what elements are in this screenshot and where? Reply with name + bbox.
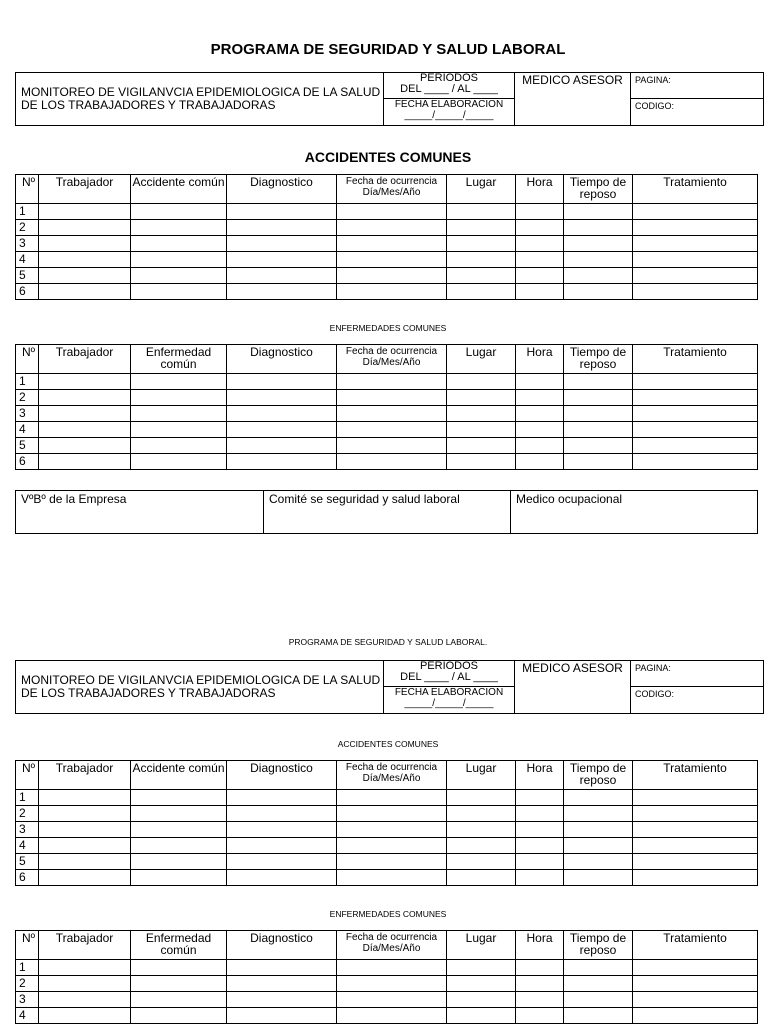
cell[interactable] — [131, 960, 227, 976]
cell[interactable] — [447, 422, 516, 438]
accidents-table — [15, 174, 758, 300]
diseases-title: ENFERMEDADES COMUNES — [329, 323, 447, 333]
col-header-accidente: Accidente común — [131, 761, 227, 790]
cell[interactable] — [564, 976, 633, 992]
col-header-hora: Hora — [516, 761, 564, 790]
cell[interactable] — [516, 1008, 564, 1024]
table-row — [16, 822, 758, 838]
cell[interactable] — [131, 252, 227, 268]
col-header-lugar: Lugar — [447, 345, 516, 374]
row-number: 6 — [16, 454, 39, 470]
fecha-elaboracion-cell — [384, 99, 515, 126]
cell[interactable] — [516, 390, 564, 406]
cell[interactable] — [39, 854, 131, 870]
cell[interactable] — [337, 406, 447, 422]
cell[interactable] — [447, 204, 516, 220]
cell[interactable] — [39, 204, 131, 220]
cell[interactable] — [633, 422, 758, 438]
cell[interactable] — [131, 422, 227, 438]
cell[interactable] — [516, 806, 564, 822]
signature-empresa[interactable]: VºBº de la Empresa — [16, 491, 264, 534]
col-header-fecha: Fecha de ocurrencia Día/Mes/Año — [337, 345, 447, 374]
col-header-hora: Hora — [516, 175, 564, 204]
cell[interactable] — [633, 374, 758, 390]
accidents-title: ACCIDENTES COMUNES — [304, 149, 472, 165]
cell[interactable] — [131, 284, 227, 300]
cell[interactable] — [337, 806, 447, 822]
cell[interactable] — [633, 438, 758, 454]
table-row — [16, 204, 758, 220]
cell[interactable] — [447, 976, 516, 992]
cell[interactable] — [564, 204, 633, 220]
fecha-elaboracion-cell — [384, 687, 515, 714]
cell[interactable] — [131, 838, 227, 854]
cell[interactable] — [131, 992, 227, 1008]
page-title: PROGRAMA DE SEGURIDAD Y SALUD LABORAL — [210, 41, 566, 58]
cell[interactable] — [337, 960, 447, 976]
col-header-no: Nº — [16, 761, 39, 790]
cell[interactable] — [516, 960, 564, 976]
cell[interactable] — [227, 838, 337, 854]
cell[interactable] — [39, 1008, 131, 1024]
cell[interactable] — [516, 454, 564, 470]
cell[interactable] — [131, 438, 227, 454]
cell[interactable] — [564, 220, 633, 236]
cell[interactable] — [39, 838, 131, 854]
monitoring-title — [16, 661, 384, 714]
table-row — [16, 438, 758, 454]
cell[interactable] — [337, 790, 447, 806]
cell[interactable] — [337, 976, 447, 992]
cell[interactable] — [337, 1008, 447, 1024]
signature-medico[interactable]: Medico ocupacional — [511, 491, 758, 534]
cell[interactable] — [447, 960, 516, 976]
col-header-tratamiento: Tratamiento — [633, 345, 758, 374]
monitoring-line-1: MONITOREO DE VIGILANVCIA EPIDEMIOLOGICA DE LA SALUD — [21, 673, 381, 687]
cell[interactable] — [227, 284, 337, 300]
cell[interactable] — [516, 220, 564, 236]
col-header-trabajador: Trabajador — [39, 175, 131, 204]
cell[interactable] — [337, 390, 447, 406]
col-header-fecha: Fecha de ocurrencia Día/Mes/Año — [337, 931, 447, 960]
cell[interactable] — [564, 454, 633, 470]
col-header-trabajador: Trabajador — [39, 931, 131, 960]
col-header-no: Nº — [16, 931, 39, 960]
periodos-cell — [384, 73, 515, 99]
header-box-2 — [15, 660, 764, 714]
cell[interactable] — [516, 422, 564, 438]
table-row — [16, 454, 758, 470]
cell[interactable] — [564, 960, 633, 976]
cell[interactable] — [633, 220, 758, 236]
table-row — [16, 960, 758, 976]
cell[interactable] — [516, 790, 564, 806]
cell[interactable] — [516, 284, 564, 300]
monitoring-line-2: DE LOS TRABAJADORES Y TRABAJADORAS — [21, 98, 276, 112]
cell[interactable] — [131, 806, 227, 822]
row-number: 4 — [16, 838, 39, 854]
row-number: 5 — [16, 438, 39, 454]
diseases-table — [15, 344, 758, 470]
row-number: 2 — [16, 390, 39, 406]
cell[interactable] — [227, 960, 337, 976]
cell[interactable] — [39, 422, 131, 438]
row-number: 2 — [16, 220, 39, 236]
col-header-lugar: Lugar — [447, 931, 516, 960]
cell[interactable] — [227, 992, 337, 1008]
cell[interactable] — [131, 1008, 227, 1024]
row-number: 1 — [16, 960, 39, 976]
cell[interactable] — [337, 204, 447, 220]
row-number: 5 — [16, 268, 39, 284]
row-number: 4 — [16, 422, 39, 438]
row-number: 1 — [16, 204, 39, 220]
table-row — [16, 406, 758, 422]
cell[interactable] — [447, 1008, 516, 1024]
col-header-hora: Hora — [516, 345, 564, 374]
cell[interactable] — [633, 976, 758, 992]
cell[interactable] — [564, 374, 633, 390]
cell[interactable] — [39, 454, 131, 470]
cell[interactable] — [447, 236, 516, 252]
row-number: 4 — [16, 252, 39, 268]
cell[interactable] — [564, 806, 633, 822]
cell[interactable] — [131, 204, 227, 220]
cell[interactable] — [39, 284, 131, 300]
diseases-title-2: ENFERMEDADES COMUNES — [329, 909, 447, 919]
cell[interactable] — [516, 236, 564, 252]
cell[interactable] — [564, 390, 633, 406]
accidents-title-2: ACCIDENTES COMUNES — [337, 739, 439, 749]
cell[interactable] — [227, 1008, 337, 1024]
codigo-label: CODIGO: — [631, 687, 764, 714]
cell[interactable] — [564, 284, 633, 300]
table-row — [16, 806, 758, 822]
cell[interactable] — [447, 406, 516, 422]
cell[interactable] — [227, 220, 337, 236]
col-header-lugar: Lugar — [447, 761, 516, 790]
page-2-title: PROGRAMA DE SEGURIDAD Y SALUD LABORAL. — [288, 637, 488, 647]
cell[interactable] — [227, 390, 337, 406]
cell[interactable] — [516, 854, 564, 870]
cell[interactable] — [633, 838, 758, 854]
table-row — [16, 252, 758, 268]
row-number: 3 — [16, 236, 39, 252]
cell[interactable] — [516, 976, 564, 992]
cell[interactable] — [227, 236, 337, 252]
row-number: 5 — [16, 854, 39, 870]
row-number: 6 — [16, 870, 39, 886]
cell[interactable] — [131, 790, 227, 806]
col-header-hora: Hora — [516, 931, 564, 960]
cell[interactable] — [227, 252, 337, 268]
table-row — [16, 236, 758, 252]
cell[interactable] — [564, 268, 633, 284]
cell[interactable] — [227, 854, 337, 870]
cell[interactable] — [447, 870, 516, 886]
cell[interactable] — [633, 406, 758, 422]
cell[interactable] — [516, 870, 564, 886]
row-number: 3 — [16, 992, 39, 1008]
cell[interactable] — [337, 220, 447, 236]
cell[interactable] — [516, 822, 564, 838]
cell[interactable] — [131, 854, 227, 870]
fecha-elaboracion-value: _____/_____/_____ — [404, 698, 494, 709]
row-number: 2 — [16, 806, 39, 822]
row-number: 6 — [16, 284, 39, 300]
cell[interactable] — [227, 976, 337, 992]
diseases-table-2 — [15, 930, 758, 1024]
col-header-enfermedad: Enfermedad común — [131, 931, 227, 960]
table-row — [16, 854, 758, 870]
col-header-diagnostico: Diagnostico — [227, 345, 337, 374]
col-header-tratamiento: Tratamiento — [633, 175, 758, 204]
cell[interactable] — [447, 992, 516, 1008]
col-header-diagnostico: Diagnostico — [227, 175, 337, 204]
periodos-cell — [384, 661, 515, 687]
periodos-label: PERIODOS — [419, 660, 479, 672]
table-row — [16, 870, 758, 886]
col-header-diagnostico: Diagnostico — [227, 761, 337, 790]
cell[interactable] — [516, 268, 564, 284]
cell[interactable] — [39, 236, 131, 252]
table-row — [16, 992, 758, 1008]
cell[interactable] — [447, 438, 516, 454]
cell[interactable] — [131, 220, 227, 236]
cell[interactable] — [337, 854, 447, 870]
cell[interactable] — [39, 960, 131, 976]
cell[interactable] — [337, 822, 447, 838]
periodos-range: DEL ____ / AL ____ — [400, 83, 498, 95]
monitoring-line-1: MONITOREO DE VIGILANVCIA EPIDEMIOLOGICA DE LA SALUD — [21, 85, 381, 99]
cell[interactable] — [447, 790, 516, 806]
cell[interactable] — [39, 822, 131, 838]
medico-asesor-label: MEDICO ASESOR — [515, 661, 631, 714]
cell[interactable] — [564, 838, 633, 854]
row-number: 4 — [16, 1008, 39, 1024]
cell[interactable] — [337, 284, 447, 300]
periodos-label: PERIODOS — [419, 72, 479, 84]
cell[interactable] — [633, 992, 758, 1008]
table-row — [16, 422, 758, 438]
cell[interactable] — [39, 374, 131, 390]
cell[interactable] — [516, 992, 564, 1008]
cell[interactable] — [516, 204, 564, 220]
signature-comite[interactable]: Comité se seguridad y salud laboral — [264, 491, 511, 534]
cell[interactable] — [227, 822, 337, 838]
table-row — [16, 390, 758, 406]
cell[interactable] — [39, 976, 131, 992]
cell[interactable] — [447, 822, 516, 838]
signature-box — [15, 490, 758, 534]
cell[interactable] — [337, 992, 447, 1008]
cell[interactable] — [131, 454, 227, 470]
accidents-table-2 — [15, 760, 758, 886]
monitoring-title — [16, 73, 384, 126]
cell[interactable] — [337, 870, 447, 886]
cell[interactable] — [633, 284, 758, 300]
cell[interactable] — [337, 374, 447, 390]
cell[interactable] — [39, 220, 131, 236]
cell[interactable] — [447, 454, 516, 470]
col-header-no: Nº — [16, 345, 39, 374]
cell[interactable] — [131, 822, 227, 838]
cell[interactable] — [447, 390, 516, 406]
table-row — [16, 838, 758, 854]
col-header-tratamiento: Tratamiento — [633, 931, 758, 960]
fecha-elaboracion-label: FECHA ELABORACION — [394, 99, 504, 110]
cell[interactable] — [564, 854, 633, 870]
cell[interactable] — [564, 992, 633, 1008]
cell[interactable] — [227, 454, 337, 470]
col-header-fecha: Fecha de ocurrencia Día/Mes/Año — [337, 761, 447, 790]
cell[interactable] — [564, 406, 633, 422]
cell[interactable] — [131, 268, 227, 284]
cell[interactable] — [227, 422, 337, 438]
row-number: 3 — [16, 822, 39, 838]
col-header-tiempo: Tiempo de reposo — [564, 345, 633, 374]
cell[interactable] — [131, 374, 227, 390]
col-header-trabajador: Trabajador — [39, 761, 131, 790]
cell[interactable] — [633, 236, 758, 252]
cell[interactable] — [564, 236, 633, 252]
cell[interactable] — [337, 252, 447, 268]
cell[interactable] — [227, 790, 337, 806]
pagina-label: PAGINA: — [631, 661, 764, 687]
cell[interactable] — [564, 790, 633, 806]
medico-asesor-label: MEDICO ASESOR — [515, 73, 631, 126]
cell[interactable] — [447, 220, 516, 236]
table-row — [16, 284, 758, 300]
cell[interactable] — [39, 992, 131, 1008]
cell[interactable] — [39, 406, 131, 422]
cell[interactable] — [131, 236, 227, 252]
cell[interactable] — [131, 870, 227, 886]
cell[interactable] — [337, 838, 447, 854]
cell[interactable] — [447, 252, 516, 268]
cell[interactable] — [564, 422, 633, 438]
cell[interactable] — [633, 822, 758, 838]
table-row — [16, 374, 758, 390]
cell[interactable] — [131, 390, 227, 406]
cell[interactable] — [337, 454, 447, 470]
cell[interactable] — [39, 870, 131, 886]
col-header-trabajador: Trabajador — [39, 345, 131, 374]
fecha-elaboracion-label: FECHA ELABORACION — [394, 687, 504, 698]
codigo-label: CODIGO: — [631, 99, 764, 126]
cell[interactable] — [564, 870, 633, 886]
cell[interactable] — [633, 960, 758, 976]
cell[interactable] — [337, 236, 447, 252]
cell[interactable] — [516, 374, 564, 390]
cell[interactable] — [337, 438, 447, 454]
cell[interactable] — [39, 252, 131, 268]
cell[interactable] — [633, 454, 758, 470]
col-header-lugar: Lugar — [447, 175, 516, 204]
row-number: 1 — [16, 790, 39, 806]
table-row — [16, 220, 758, 236]
header-box — [15, 72, 764, 126]
cell[interactable] — [227, 268, 337, 284]
row-number: 2 — [16, 976, 39, 992]
cell[interactable] — [227, 806, 337, 822]
cell[interactable] — [227, 204, 337, 220]
table-row — [16, 1008, 758, 1024]
cell[interactable] — [516, 252, 564, 268]
cell[interactable] — [633, 854, 758, 870]
cell[interactable] — [39, 790, 131, 806]
col-header-tratamiento: Tratamiento — [633, 761, 758, 790]
col-header-fecha: Fecha de ocurrencia Día/Mes/Año — [337, 175, 447, 204]
cell[interactable] — [447, 268, 516, 284]
cell[interactable] — [131, 406, 227, 422]
cell[interactable] — [131, 976, 227, 992]
cell[interactable] — [564, 438, 633, 454]
col-header-accidente: Accidente común — [131, 175, 227, 204]
cell[interactable] — [633, 1008, 758, 1024]
cell[interactable] — [633, 806, 758, 822]
cell[interactable] — [337, 268, 447, 284]
row-number: 3 — [16, 406, 39, 422]
cell[interactable] — [337, 422, 447, 438]
cell[interactable] — [227, 374, 337, 390]
cell[interactable] — [227, 406, 337, 422]
table-row — [16, 268, 758, 284]
col-header-diagnostico: Diagnostico — [227, 931, 337, 960]
table-row — [16, 790, 758, 806]
cell[interactable] — [633, 390, 758, 406]
cell[interactable] — [39, 390, 131, 406]
cell[interactable] — [633, 790, 758, 806]
row-number: 1 — [16, 374, 39, 390]
cell[interactable] — [447, 284, 516, 300]
cell[interactable] — [564, 822, 633, 838]
cell[interactable] — [516, 838, 564, 854]
cell[interactable] — [633, 252, 758, 268]
cell[interactable] — [633, 268, 758, 284]
pagina-label: PAGINA: — [631, 73, 764, 99]
col-header-tiempo: Tiempo de reposo — [564, 931, 633, 960]
cell[interactable] — [447, 806, 516, 822]
table-row — [16, 976, 758, 992]
col-header-no: Nº — [16, 175, 39, 204]
col-header-tiempo: Tiempo de reposo — [564, 175, 633, 204]
cell[interactable] — [447, 374, 516, 390]
cell[interactable] — [516, 406, 564, 422]
col-header-tiempo: Tiempo de reposo — [564, 761, 633, 790]
cell[interactable] — [39, 438, 131, 454]
fecha-elaboracion-value: _____/_____/_____ — [404, 110, 494, 121]
monitoring-line-2: DE LOS TRABAJADORES Y TRABAJADORAS — [21, 686, 276, 700]
cell[interactable] — [564, 252, 633, 268]
cell[interactable] — [633, 870, 758, 886]
cell[interactable] — [39, 268, 131, 284]
cell[interactable] — [564, 1008, 633, 1024]
cell[interactable] — [447, 838, 516, 854]
cell[interactable] — [227, 438, 337, 454]
cell[interactable] — [227, 870, 337, 886]
cell[interactable] — [516, 438, 564, 454]
cell[interactable] — [39, 806, 131, 822]
periodos-range: DEL ____ / AL ____ — [400, 671, 498, 683]
cell[interactable] — [633, 204, 758, 220]
cell[interactable] — [447, 854, 516, 870]
col-header-enfermedad: Enfermedad común — [131, 345, 227, 374]
